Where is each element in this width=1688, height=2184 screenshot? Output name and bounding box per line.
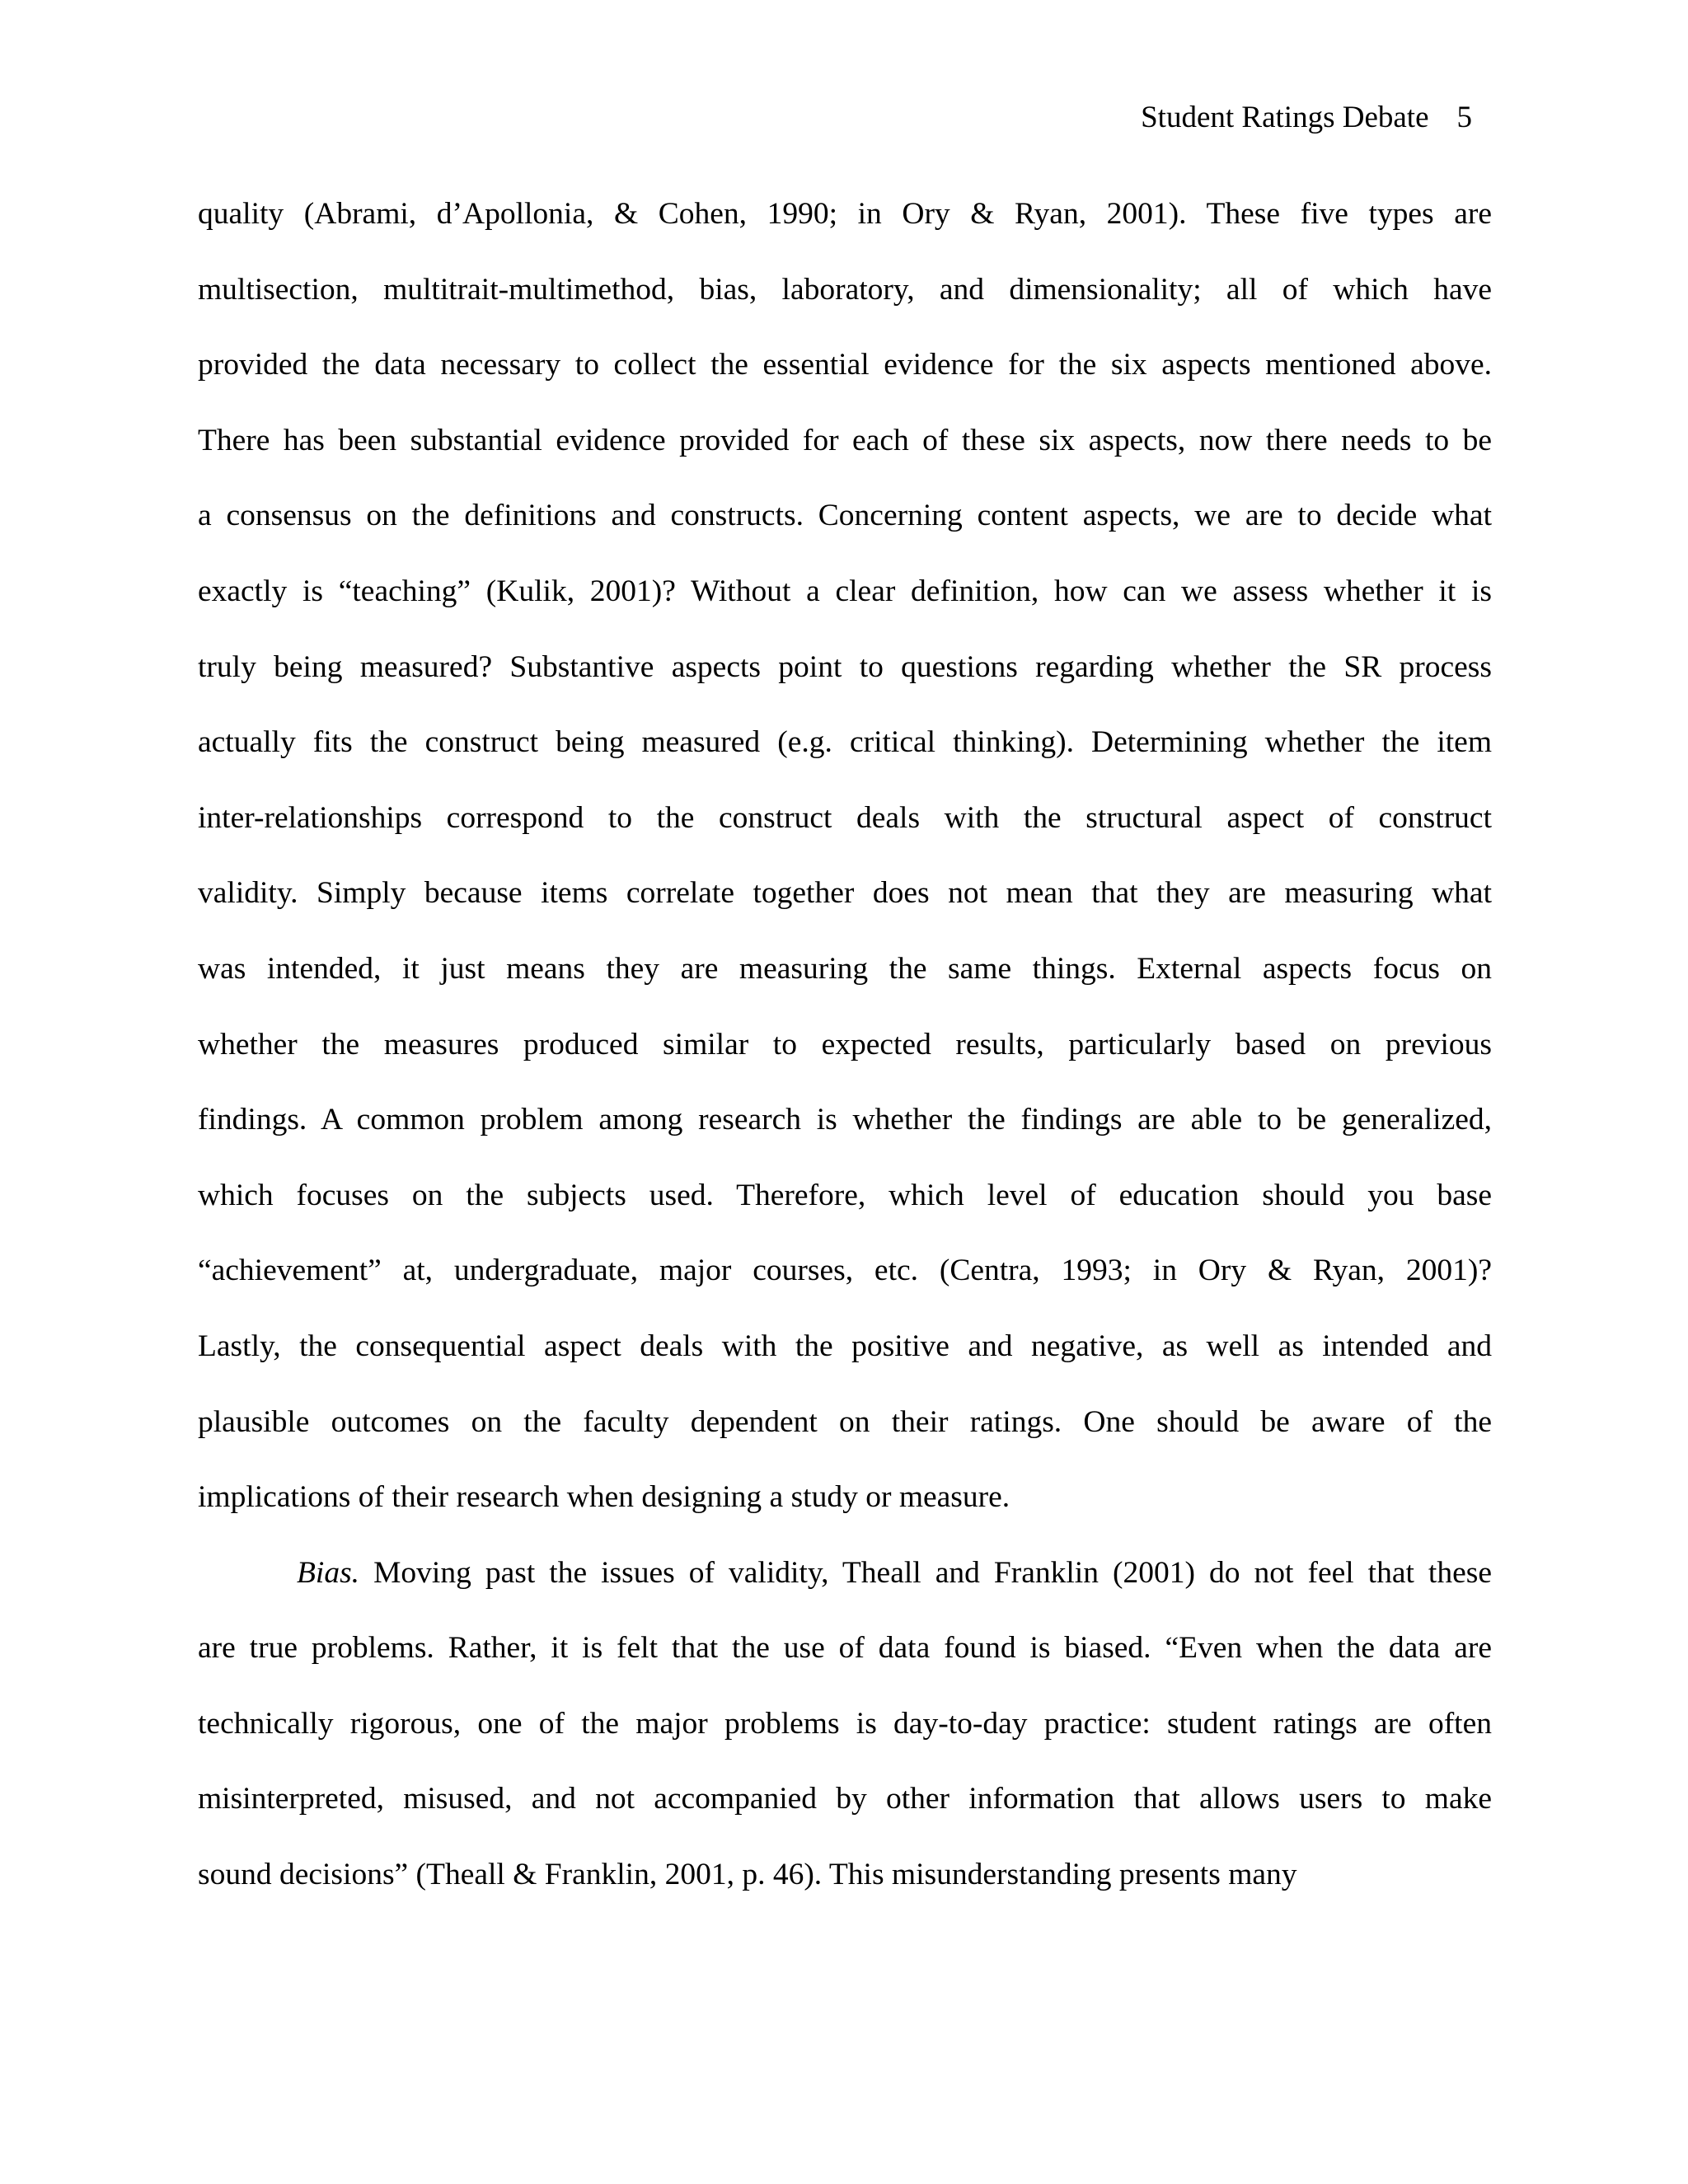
text-line: which focuses on the subjects used. Therefore, which level of education should you base [198,1178,1492,1212]
text-line: misinterpreted, misused, and not accompanied by other information that allows users to make [198,1782,1492,1816]
bias-heading: Bias. [297,1555,360,1590]
text-line: Lastly, the consequential aspect deals with the positive and negative, as well as intended and [198,1329,1492,1363]
text-line: exactly is “teaching” (Kulik, 2001)? Without a clear definition, how can we assess whether it is [198,574,1492,608]
text-line: whether the measures produced similar to expected results, particularly based on previous [198,1027,1492,1062]
text-line: truly being measured? Substantive aspects point to questions regarding whether the SR process [198,649,1492,684]
text-line: “achievement” at, undergraduate, major courses, etc. (Centra, 1993; in Ory & Ryan, 2001)? [198,1254,1492,1288]
text-line: quality (Abrami, d’Apollonia, & Cohen, 1990; in Ory & Ryan, 2001). These five types are [198,197,1492,231]
text-line: was intended, it just means they are measuring the same things. External aspects focus on [198,951,1492,986]
text-line: multisection, multitrait-multimethod, bias, laboratory, and dimensionality; all of which have [198,272,1492,307]
text-line: findings. A common problem among research is whether the findings are able to be generalized, [198,1103,1492,1137]
text-line: sound decisions” (Theall & Franklin, 2001, p. 46). This misunderstanding presents many [198,1858,1297,1892]
bias-first-line-text: Moving past the issues of validity, Theall and Franklin (2001) do not feel that these [359,1555,1492,1590]
text-line: inter-relationships correspond to the construct deals with the structural aspect of construct [198,800,1492,835]
page-number: 5 [1456,101,1472,134]
running-head-title: Student Ratings Debate [1141,101,1429,134]
body-text [198,192,1492,1929]
text-line: are true problems. Rather, it is felt that the use of data found is biased. “Even when the data are [198,1631,1492,1666]
text-line: provided the data necessary to collect the essential evidence for the six aspects mentioned above. [198,348,1492,382]
text-line: technically rigorous, one of the major problems is day-to-day practice: student ratings are often [198,1706,1492,1741]
text-line: plausible outcomes on the faculty dependent on their ratings. One should be aware of the [198,1404,1492,1439]
bias-paragraph-first-line [198,1551,1492,1627]
running-head [1141,96,1472,140]
text-line: validity. Simply because items correlate together does not mean that they are measuring what [198,876,1492,911]
text-line: a consensus on the definitions and constructs. Concerning content aspects, we are to decide what [198,499,1492,533]
paragraph-last-line: implications of their research when designing a study or measure. [198,1480,1010,1515]
text-line: actually fits the construct being measured (e.g. critical thinking). Determining whether the item [198,725,1492,760]
text-line: There has been substantial evidence provided for each of these six aspects, now there needs to be [198,423,1492,457]
